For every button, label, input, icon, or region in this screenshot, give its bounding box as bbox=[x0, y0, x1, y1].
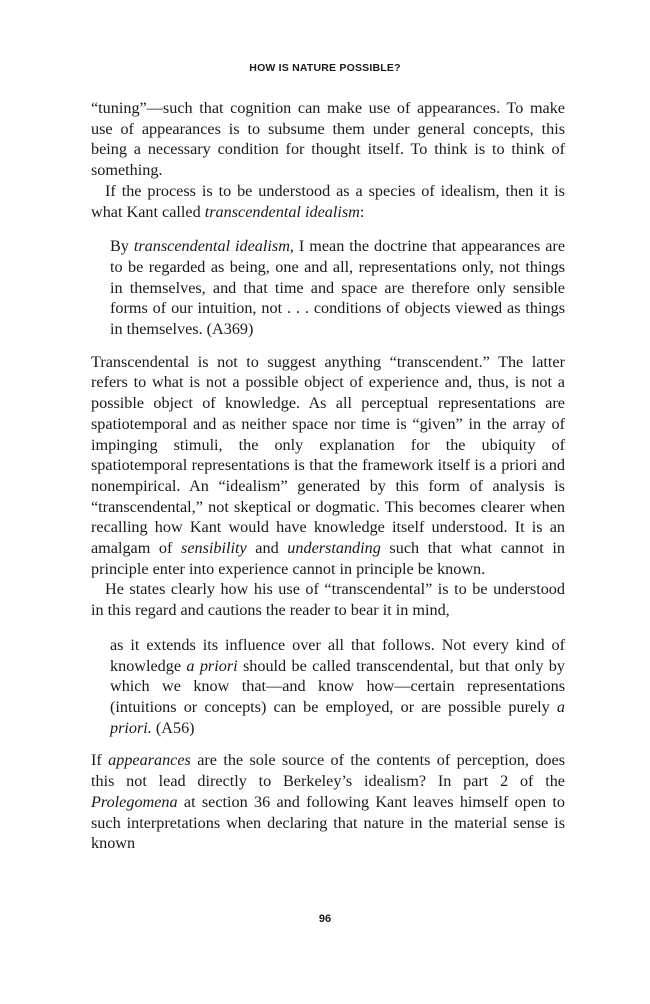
paragraph-text: such that what cannot in principle enter into experience cannot in principle be known. bbox=[91, 539, 566, 578]
paragraph-text: He states clearly how his use of “transcendental” is to be understood in this regard and cautions the reader to bear it in mind, bbox=[91, 580, 565, 620]
quote-text bbox=[110, 635, 565, 739]
emphasis-term: appearances bbox=[108, 751, 191, 770]
quote-text bbox=[110, 236, 565, 340]
emphasis-term: understanding bbox=[287, 539, 381, 558]
paragraph-text: are the sole source of the contents of perception, does this not lead directly to Berkeley’s idealism? In part 2 of the bbox=[91, 751, 565, 791]
emphasis-title: Prolegomena bbox=[91, 792, 178, 811]
page-number: 96 bbox=[318, 913, 332, 925]
paragraph-transcendental bbox=[91, 352, 565, 580]
block-quote-a369 bbox=[110, 236, 565, 340]
quote-segment: , I mean the doctrine that appearances are to be regarded as being, one and all, representations only, not things in themselves, and that time and space are therefore only sensible forms of our intuition, not . . . conditions of objects viewed as things in themselves. (A369) bbox=[110, 237, 566, 339]
paragraph-states-clearly bbox=[91, 579, 565, 620]
emphasis-term: a priori bbox=[186, 656, 238, 675]
paragraph-text: at section 36 and following Kant leaves himself open to such interpretations when declaring that nature in the material sense is known bbox=[91, 792, 565, 853]
quote-segment: By bbox=[110, 237, 134, 256]
paragraph-text: : bbox=[359, 202, 365, 221]
paragraph-text: If the process is to be understood as a species of idealism, then it is what Kant called bbox=[91, 181, 565, 221]
emphasis-term: transcendental idealism bbox=[204, 202, 360, 221]
running-head: HOW IS NATURE POSSIBLE? bbox=[249, 62, 401, 74]
paragraph-text: “tuning”—such that cognition can make use of appearances. To make use of appearances is to subsume them under general concepts, this being a necessary condition for thought itself. To think is to think of something. bbox=[91, 99, 565, 180]
quote-segment: (A56) bbox=[151, 718, 195, 737]
emphasis-term: a priori. bbox=[110, 697, 565, 737]
emphasis-term: sensibility bbox=[181, 539, 247, 558]
paragraph-text: If bbox=[91, 751, 109, 770]
paragraph-idealism bbox=[91, 181, 565, 222]
paragraph-text: Transcendental is not to suggest anything “transcendent.” The latter refers to what is not a possible object of experience and, thus, is not a possible object of knowledge. As all perceptual representations are spatiotemporal and as neither space nor time is “given” in the array of impinging stimuli, the only explanation for the ubiquity of spatiotemporal representations is that the framework itself is a priori and nonempirical. An “idealism” generated by this form of analysis is “transcendental,” not skeptical or dogmatic. This becomes clearer when recalling how Kant would have knowledge itself understood. It is an amalgam of bbox=[91, 352, 565, 558]
paragraph-appearances bbox=[91, 750, 565, 854]
block-quote-a56 bbox=[110, 635, 565, 739]
quote-segment: should be called transcendental, but that only by which we know that—and know how—certain representations (intuitions or concepts) can be employed, or are possible purely bbox=[110, 656, 565, 716]
emphasis-term: transcendental idealism bbox=[133, 237, 290, 256]
paragraph-continuation bbox=[91, 98, 565, 181]
main-text bbox=[91, 98, 565, 854]
paragraph-text: and bbox=[246, 539, 288, 558]
quote-segment: as it extends its influence over all that follows. Not every kind of knowledge bbox=[110, 635, 565, 675]
